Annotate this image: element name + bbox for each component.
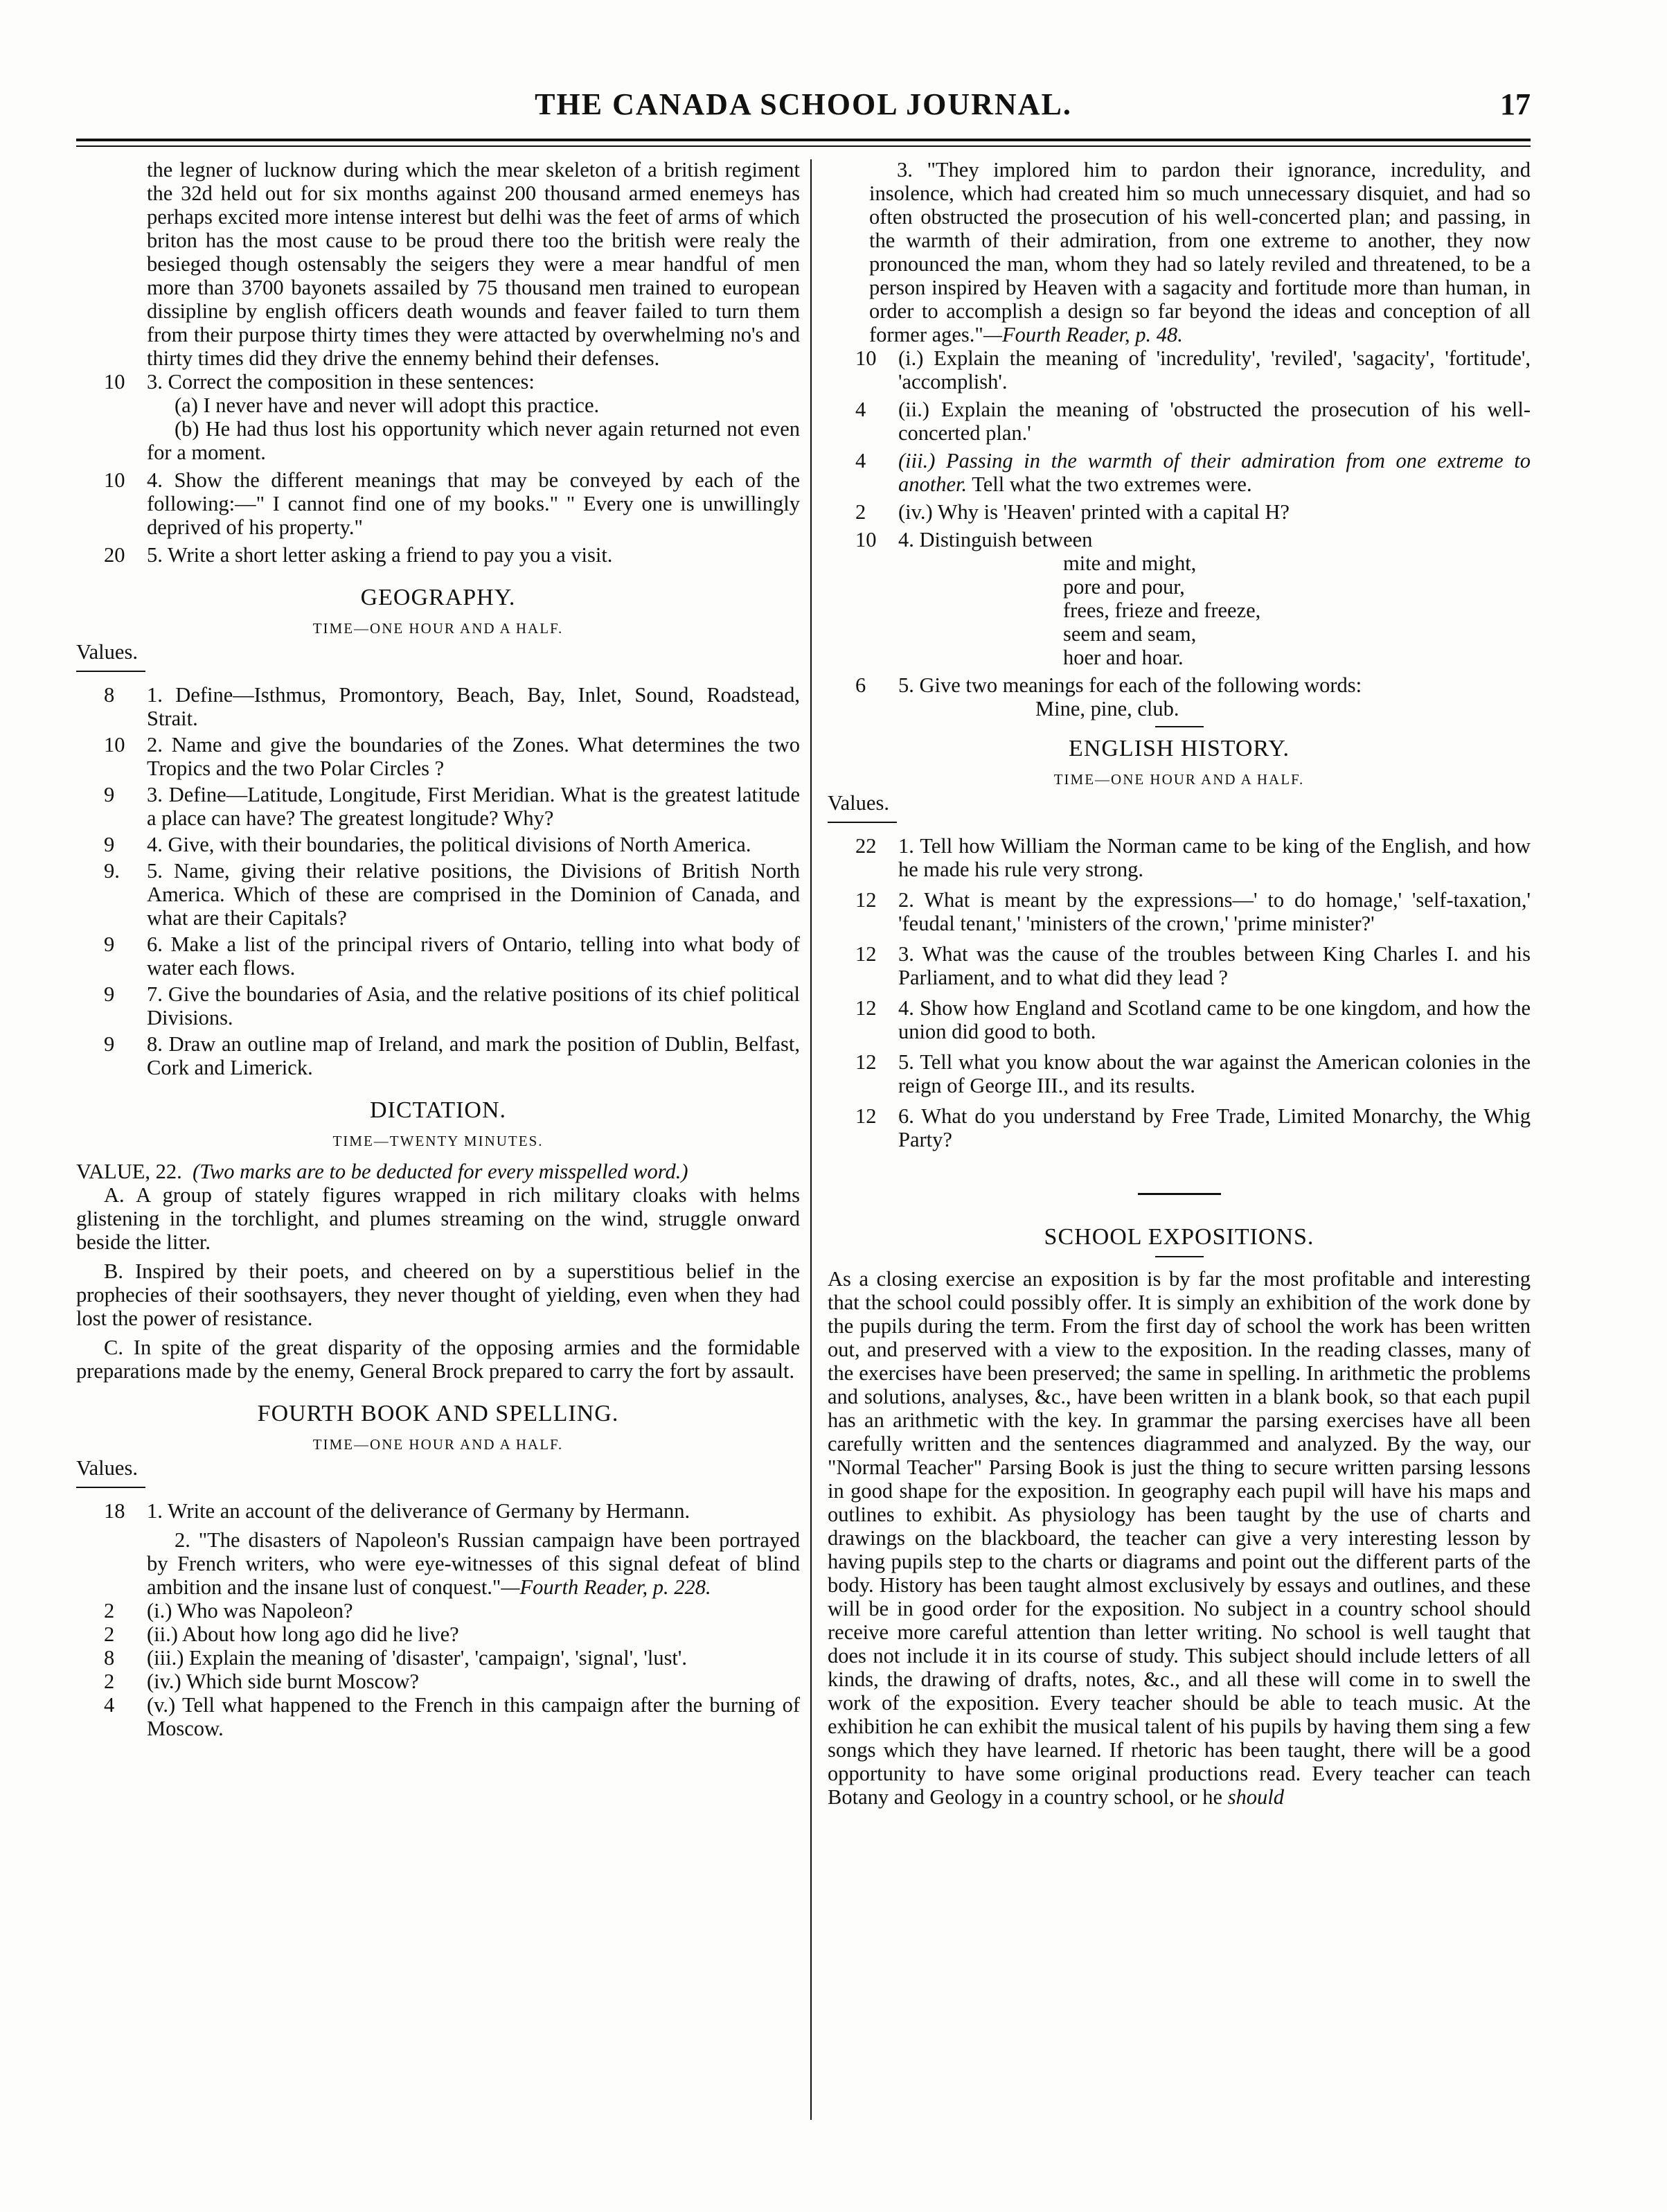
question-text: (iii.) Explain the meaning of 'disaster', 'campaign', 'signal', 'lust'.	[147, 1646, 688, 1670]
values-label: Values.	[828, 791, 889, 815]
fourth-book-subquestions	[76, 1599, 800, 1740]
question-item	[828, 888, 1531, 935]
question-item	[828, 500, 1531, 524]
page-header	[76, 87, 1531, 128]
dictation-passage: C. In spite of the great disparity of the opposing armies and the formidable preparations made by the enemy, General Brock prepared to carry the fort by assault.	[76, 1336, 800, 1383]
question-text-italic: (iii.) Passing in the warmth of their admiration from one extreme to another.	[898, 449, 1531, 496]
question-value: 12	[855, 1104, 877, 1128]
question-item	[76, 1646, 800, 1670]
question-value: 9	[104, 833, 115, 856]
question-value: 8	[104, 683, 115, 707]
question-item	[76, 859, 800, 930]
question-value: 2	[104, 1670, 115, 1693]
question-value: 4	[855, 449, 866, 472]
values-rule	[828, 822, 897, 823]
question-value: 12	[855, 996, 877, 1020]
question-text: 4. Give, with their boundaries, the political divisions of North America.	[147, 833, 751, 856]
question-text: (i.) Who was Napoleon?	[147, 1599, 353, 1622]
question-item	[828, 398, 1531, 445]
question-item	[76, 733, 800, 780]
question-text: 4. Distinguish between	[898, 528, 1093, 551]
dictation-value: VALUE, 22.	[76, 1160, 182, 1183]
question-item	[828, 346, 1531, 393]
question-text: 3. Correct the composition in these sentences:	[147, 370, 535, 393]
section-heading-fourth-book: FOURTH BOOK AND SPELLING.	[257, 1401, 619, 1426]
section-heading-geography: GEOGRAPHY.	[360, 585, 516, 610]
values-label: Values.	[76, 640, 138, 664]
question-item	[828, 996, 1531, 1043]
word-pairs	[828, 551, 1531, 669]
question-text: 1. Define—Isthmus, Promontory, Beach, Bay, Inlet, Sound, Roadstead, Strait.	[147, 683, 800, 730]
question-value: 2	[855, 500, 866, 524]
word-pair: seem and seam,	[1063, 622, 1197, 646]
section-rule	[1155, 1256, 1204, 1257]
question-item	[76, 1499, 800, 1523]
question-value: 9	[104, 932, 115, 956]
history-questions	[828, 834, 1531, 1151]
quote-text: 3. "They implored him to pardon their ignorance, incredulity, and insolence, which had created him so much unnecessary disquiet, and had so often obstructed the prosecution of his well-concerted plan; and passing, in the warmth of their admiration, from one extreme to another, they now pronounced the man, whom they had so lately reviled and threatened, to be a person inspired by Heaven with a sagacity and fortitude more than human, in order to accomplish a design so far beyond the ideas and conception of all former ages."	[869, 158, 1531, 346]
question-text: (v.) Tell what happened to the French in this campaign after the burning of Moscow.	[147, 1693, 800, 1740]
dictation-value-line	[76, 1160, 800, 1183]
article-text: As a closing exercise an exposition is by far the most profitable and interesting that the school could possibly offer. It is simply an exhibition of the work done by the pupils during the term. From the first day of school the work has been written out, and preserved with a view to the exposition. In the reading classes, many of the exercises have been preserved; the same in spelling. In arithmetic the problems and solutions, analyses, &c., have been written in a blank book, so that each pupil has an arithmetic with the key. In grammar the parsing exercises have all been carefully written and the sentences diagrammed and analyzed. By the way, our "Normal Teacher" Parsing Book is just the thing to secure written parsing lessons in good shape for the exposition. In geography each pupil will have his maps and outlines to exhibit. As physiology has been taught by the use of charts and drawings on the blackboard, the teacher can give a very interesting lesson by having pupils step to the charts or diagrams and point out the different parts of the body. History has been taught almost exclusively by essays and outlines, and these will be in good order for the exposition. No subject in a country school should receive more careful attention than letter writing. No school is well taught that does not include it in its course of study. This subject should include letters of all kinds, the drawing of drafts, notes, &c., and all these will come in to swell the work of the exposition. Every teacher should be able to teach music. At the exhibition he can exhibit the musical talent of his pupils by having them sing a few songs which they have learned. If rhetoric has been taught, there will be a good opportunity to have some original productions read. Every teacher can teach Botany and Geology in a country school, or he	[828, 1267, 1531, 1809]
question-text: (ii.) Explain the meaning of 'obstructed the prosecution of his well-concerted plan.'	[898, 398, 1531, 445]
question-text: 5. Name, giving their relative positions, the Divisions of British North America. Which of these are comprised in the Dominion of Canada, and what are their Capitals?	[147, 859, 800, 930]
reading-quote	[828, 158, 1531, 346]
question-value: 10	[104, 468, 125, 492]
question-text: 6. What do you understand by Free Trade, Limited Monarchy, the Whig Party?	[898, 1104, 1531, 1151]
question-item	[76, 468, 800, 539]
word-pair: pore and pour,	[1063, 575, 1185, 599]
question-text: 2. Name and give the boundaries of the Zones. What determines the two Tropics and the two Polar Circles ?	[147, 733, 800, 780]
question-text: (iv.) Which side burnt Moscow?	[147, 1670, 420, 1693]
values-rule	[76, 1487, 145, 1488]
dictation-passage: A. A group of stately figures wrapped in rich military cloaks with helms glistening in the torchlight, and plumes streaming on the wind, struggle onward beside the litter.	[76, 1183, 800, 1254]
time-allowance: TIME—ONE HOUR AND A HALF.	[312, 1436, 564, 1453]
question-value: 9	[104, 982, 115, 1006]
question-item	[76, 683, 800, 730]
word-pair: hoer and hoar.	[1063, 646, 1184, 669]
question-text: 4. Show the different meanings that may be conveyed by each of the following:—" I cannot find one of my books." " Every one is unwillingly deprived of his property."	[147, 468, 800, 539]
question-value: 9	[104, 783, 115, 806]
question-value: 18	[104, 1499, 125, 1523]
question-item	[828, 673, 1531, 697]
question-text: 3. Define—Latitude, Longitude, First Meridian. What is the greatest latitude a place can have? The greatest longitude? Why?	[147, 783, 800, 830]
question-item	[76, 370, 800, 393]
question-text: 8. Draw an outline map of Ireland, and mark the position of Dublin, Belfast, Cork and Limerick.	[147, 1032, 800, 1079]
header-rule-thick	[76, 139, 1531, 141]
question-item	[828, 528, 1531, 551]
question-text: 1. Write an account of the deliverance of Germany by Hermann.	[147, 1499, 690, 1523]
sub-question: (b) He had thus lost his opportunity which never again returned not even for a moment.	[147, 417, 800, 464]
dictation-note: (Two marks are to be deducted for every misspelled word.)	[193, 1160, 688, 1183]
values-rule	[76, 671, 145, 672]
header-rule-thin	[76, 145, 1531, 147]
expositions-article	[828, 1267, 1531, 1809]
question-item	[76, 783, 800, 830]
question-value: 9.	[104, 859, 120, 883]
section-heading-english-history: ENGLISH HISTORY.	[1069, 736, 1290, 761]
dictation-passage: B. Inspired by their poets, and cheered on by a superstitious belief in the prophecies of their soothsayers, they never thought of yielding, even when they had lost the power of resistance.	[76, 1259, 800, 1330]
question-item	[828, 1050, 1531, 1097]
question-value: 22	[855, 834, 877, 858]
question-item	[76, 1622, 800, 1646]
right-column	[828, 158, 1531, 1809]
question-value: 10	[855, 346, 877, 370]
word-pair: frees, frieze and freeze,	[1063, 599, 1261, 622]
values-label: Values.	[76, 1456, 138, 1480]
column-divider	[810, 159, 812, 2120]
question-text: 4. Show how England and Scotland came to be one kingdom, and how the union did good to both.	[898, 996, 1531, 1043]
time-allowance: TIME—ONE HOUR AND A HALF.	[312, 620, 564, 637]
question-text: (i.) Explain the meaning of 'incredulity', 'reviled', 'sagacity', 'fortitude', 'accomplish'.	[898, 346, 1531, 393]
question-value: 4	[104, 1693, 115, 1717]
question-value: 10	[104, 733, 125, 756]
time-allowance: TIME—ONE HOUR AND A HALF.	[1053, 771, 1305, 788]
question-item	[76, 833, 800, 856]
question-value: 10	[104, 370, 125, 393]
question-value: 2	[104, 1622, 115, 1646]
section-heading-school-expositions: SCHOOL EXPOSITIONS.	[1044, 1224, 1314, 1250]
dictation-passages	[76, 1183, 800, 1383]
journal-title: THE CANADA SCHOOL JOURNAL.	[535, 87, 1072, 121]
question-text: 5. Tell what you know about the war against the American colonies in the reign of George III., and its results.	[898, 1050, 1531, 1097]
question-text	[898, 449, 1531, 496]
quote-text: 2. "The disasters of Napoleon's Russian campaign have been portrayed by French writers, who were eye-witnesses of this signal defeat of blind ambition and the insane lust of conquest."	[147, 1528, 800, 1599]
question-value: 6	[855, 673, 866, 697]
question-item	[76, 1670, 800, 1693]
left-column	[76, 158, 800, 1740]
question-text: 5. Give two meanings for each of the following words:	[898, 673, 1362, 697]
question-item	[828, 834, 1531, 881]
question-item	[76, 982, 800, 1029]
question-value: 12	[855, 1050, 877, 1074]
question-text: 6. Make a list of the principal rivers of Ontario, telling into what body of water each flows.	[147, 932, 800, 980]
article-text-italic: should	[1227, 1785, 1285, 1809]
question-text: (ii.) About how long ago did he live?	[147, 1622, 459, 1646]
question-item	[76, 1599, 800, 1622]
question-value: 10	[855, 528, 877, 551]
question-text: 2. What is meant by the expressions—' to do homage,' 'self-taxation,' 'feudal tenant,' 'ministers of the crown,' 'prime minister?'	[898, 888, 1531, 935]
question-value: 8	[104, 1646, 115, 1670]
quote-citation: —Fourth Reader, p. 228.	[501, 1575, 711, 1599]
question-item	[828, 449, 1531, 496]
section-divider	[1138, 1193, 1221, 1195]
question-item	[76, 543, 800, 567]
question-item	[828, 942, 1531, 989]
question-text-rest: Tell what the two extremes were.	[967, 472, 1252, 496]
question-text: 3. What was the cause of the troubles between King Charles I. and his Parliament, and to what did they lead ?	[898, 942, 1531, 989]
question-item	[76, 1693, 800, 1740]
page-number: 17	[1500, 87, 1531, 121]
section-rule	[1155, 726, 1204, 727]
reading-quote	[76, 1528, 800, 1599]
reading-subquestions	[828, 346, 1531, 524]
question-text: (iv.) Why is 'Heaven' printed with a capital H?	[898, 500, 1290, 524]
question-value: 12	[855, 942, 877, 966]
question-value: 12	[855, 888, 877, 912]
word-list: Mine, pine, club.	[1035, 697, 1179, 720]
question-item	[76, 1032, 800, 1079]
question-value: 9	[104, 1032, 115, 1056]
question-text: 5. Write a short letter asking a friend to pay you a visit.	[147, 543, 613, 567]
question-text: 1. Tell how William the Norman came to be king of the English, and how he made his rule very strong.	[898, 834, 1531, 881]
question-item	[76, 932, 800, 980]
geography-questions	[76, 683, 800, 1079]
question-text: 7. Give the boundaries of Asia, and the relative positions of its chief political Divisions.	[147, 982, 800, 1029]
word-pair: mite and might,	[1063, 551, 1197, 575]
question-item	[828, 1104, 1531, 1151]
question-value: 2	[104, 1599, 115, 1622]
quote-citation: —Fourth Reader, p. 48.	[983, 323, 1183, 346]
question-value: 4	[855, 398, 866, 421]
time-allowance: TIME—TWENTY MINUTES.	[332, 1133, 544, 1149]
section-heading-dictation: DICTATION.	[369, 1097, 507, 1123]
sub-question: (a) I never have and never will adopt this practice.	[175, 393, 600, 417]
composition-passage: the legner of lucknow during which the mear skeleton of a british regiment the 32d held out for six months against 200 thousand armed enemeys has perhaps excited more intense interest but delhi was the feet of arms of which briton has the most cause to be proud there too the british were realy the besieged though ostensably the seigers they were a mear handful of men more than 3700 bayonets assailed by 75 thousand men trained to european dissipline by english officers death wounds and feaver failed to turn them from their purpose thirty times they were attacted by overwhelming no's and thirty times did they drive the ennemy behind their defenses.	[147, 158, 800, 370]
question-value: 20	[104, 543, 125, 567]
